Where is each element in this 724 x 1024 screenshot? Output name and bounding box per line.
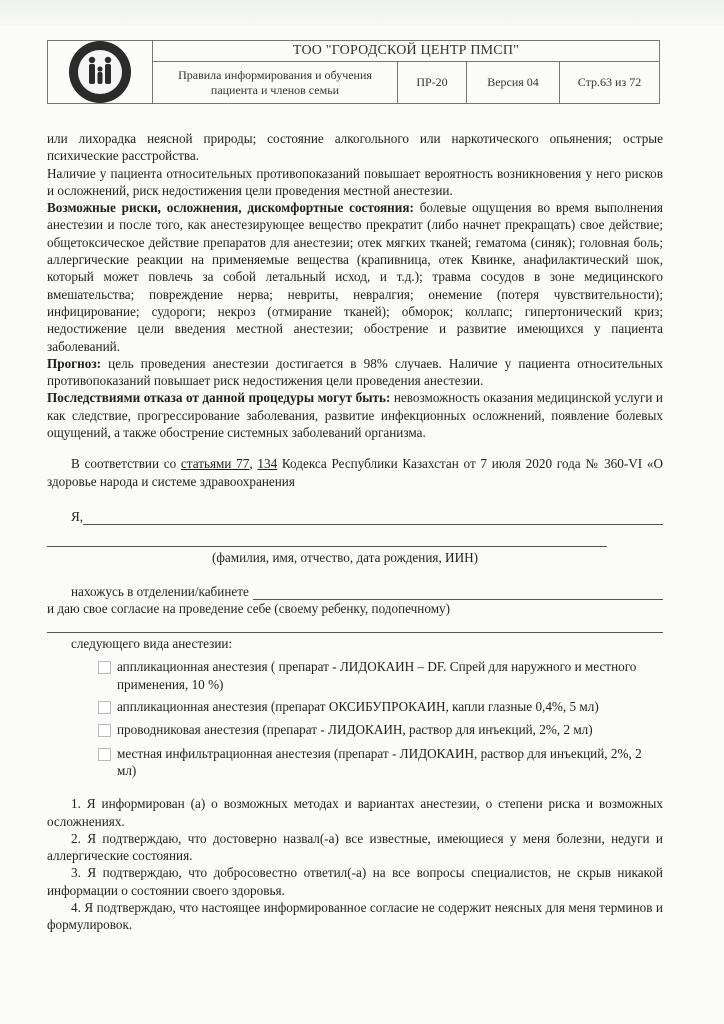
name-field-line[interactable] xyxy=(83,510,663,525)
law-suffix: Кодекса Республики Казахстан от 7 июля 2020 года № 360-VI «О здоровье народа и системе здравоохранения xyxy=(47,456,664,489)
option-conduction-lidocaine[interactable] xyxy=(47,721,663,738)
department-field-line[interactable] xyxy=(253,585,663,600)
ya-label: Я, xyxy=(71,508,84,524)
law-prefix: В соответствии со xyxy=(71,456,181,472)
name-field-line-2[interactable] xyxy=(47,545,607,547)
option-application-oxybuprocaine[interactable] xyxy=(47,698,663,715)
law-link-134[interactable]: 134 xyxy=(257,456,278,472)
law-reference xyxy=(47,455,663,490)
risks-label: Возможные риски, осложнения, дискомфортные состояния: xyxy=(47,200,414,216)
checkbox[interactable] xyxy=(98,724,111,737)
department-row xyxy=(47,583,663,600)
refusal-label: Последствиями отказа от данной процедуры могут быть: xyxy=(47,390,391,406)
risks-text: болевые ощущения во время выполнения анестезии и после того, как анестезирующее вещество прекратит (либо начнет прекращать) свое действие; общетоксическое действие препаратов для анестезии; отек мягких тканей; гематома (синяк); головная боль; аллергические реакции на применяемые вещества (крапивница, отек Квинке, анафилактический шок, который может повлечь за собой летальный исход, и т.д.); травма сосудов в зоне медицинского вмешательства; повреждение нерва; невриты, невралгия; онемение (потеря чувствительности); инфицирование; судороги; некроз (отмирание тканей); обморок; коллапс; гипертонический криз; недостижение цели введения местной анестезии; обострение и развитие имеющихся у пациента заболеваний. xyxy=(47,200,663,354)
document-code: ПР-20 xyxy=(398,62,467,104)
option-label: аппликационная анестезия ( препарат - ЛИДОКАИН – DF. Спрей для наружного и местного применения, 10 %) xyxy=(117,659,637,692)
refusal-text: невозможность оказания медицинской услуги и как следствие, прогрессирование заболевания, развитие инфекционных осложнений, появление болевых ощущений, а также обострение системных заболеваний организма. xyxy=(47,390,663,441)
document-version: Версия 04 xyxy=(467,62,560,104)
checkbox[interactable] xyxy=(98,701,111,714)
law-sep: , xyxy=(249,456,258,472)
refusal-paragraph xyxy=(47,389,663,441)
option-application-lidocaine[interactable] xyxy=(47,658,663,693)
anesthesia-options xyxy=(47,658,663,779)
consent-field-line[interactable] xyxy=(47,631,663,633)
prognosis-label: Прогноз: xyxy=(47,355,102,371)
document-title: Правила информирования и обучения пациента и членов семьи xyxy=(153,62,398,104)
statement-2: 2. Я подтверждаю, что достоверно назвал(-а) все известные, имеющиеся у меня болезни, недуги и аллергические состояния. xyxy=(47,830,663,864)
name-row xyxy=(47,508,663,525)
page-number: Стр.63 из 72 xyxy=(560,62,660,104)
relative-contraindications: Наличие у пациента относительных противопоказаний повышает вероятность возникновения у него рисков и осложнений, риск недостижения цели проведения местной анестезии. xyxy=(47,165,663,198)
option-label: местная инфильтрационная анестезия (препарат - ЛИДОКАИН, раствор для инъекций, 2%, 2 мл) xyxy=(117,745,642,778)
risks-paragraph xyxy=(47,199,663,355)
document-body xyxy=(47,130,663,934)
statement-1: 1. Я информирован (а) о возможных методах и вариантах анестезии, о степени риска и возможных осложнениях. xyxy=(47,796,663,829)
law-link-77[interactable]: статьями 77 xyxy=(180,456,250,472)
checkbox[interactable] xyxy=(98,748,111,761)
logo-cell xyxy=(48,41,153,104)
consent-text: и даю свое согласие на проведение себе (своему ребенку, подопечному) xyxy=(47,600,451,616)
family-logo-icon xyxy=(69,41,131,103)
document-header xyxy=(47,40,660,104)
option-label: проводниковая анестезия (препарат - ЛИДОКАИН, раствор для инъекций, 2%, 2 мл) xyxy=(117,722,593,738)
option-infiltration-lidocaine[interactable] xyxy=(47,745,663,780)
statements xyxy=(47,795,663,933)
statement-3: 3. Я подтверждаю, что добросовестно ответил(-а) на все вопросы специалистов, не скрыв никакой информации о состоянии своего здоровья. xyxy=(47,865,663,898)
scan-top-band xyxy=(0,0,724,26)
statement-4: 4. Я подтверждаю, что настоящее информированное согласие не содержит неясных для меня терминов и формулировок. xyxy=(47,899,663,933)
option-label: аппликационная анестезия (препарат ОКСИБУПРОКАИН, капли глазные 0,4%, 5 мл) xyxy=(117,699,599,715)
organization-name: ТОО "ГОРОДСКОЙ ЦЕНТР ПМСП" xyxy=(153,41,660,62)
prognosis-text: цель проведения анестезии достигается в 98% случаев. Наличие у пациента относительных противопоказаний повышает риск недостижения цели проведения анестезии. xyxy=(47,355,663,389)
anesthesia-kind-label: следующего вида анестезии: xyxy=(71,636,233,652)
contraindications-continued: или лихорадка неясной природы; состояние алкогольного или наркотического опьянения; острые психические расстройства. xyxy=(47,131,663,164)
name-caption: (фамилия, имя, отчество, дата рождения, ИИН) xyxy=(211,550,479,566)
prognosis-paragraph xyxy=(47,355,663,390)
checkbox[interactable] xyxy=(98,661,111,674)
department-label: нахожусь в отделении/кабинете xyxy=(71,583,249,599)
